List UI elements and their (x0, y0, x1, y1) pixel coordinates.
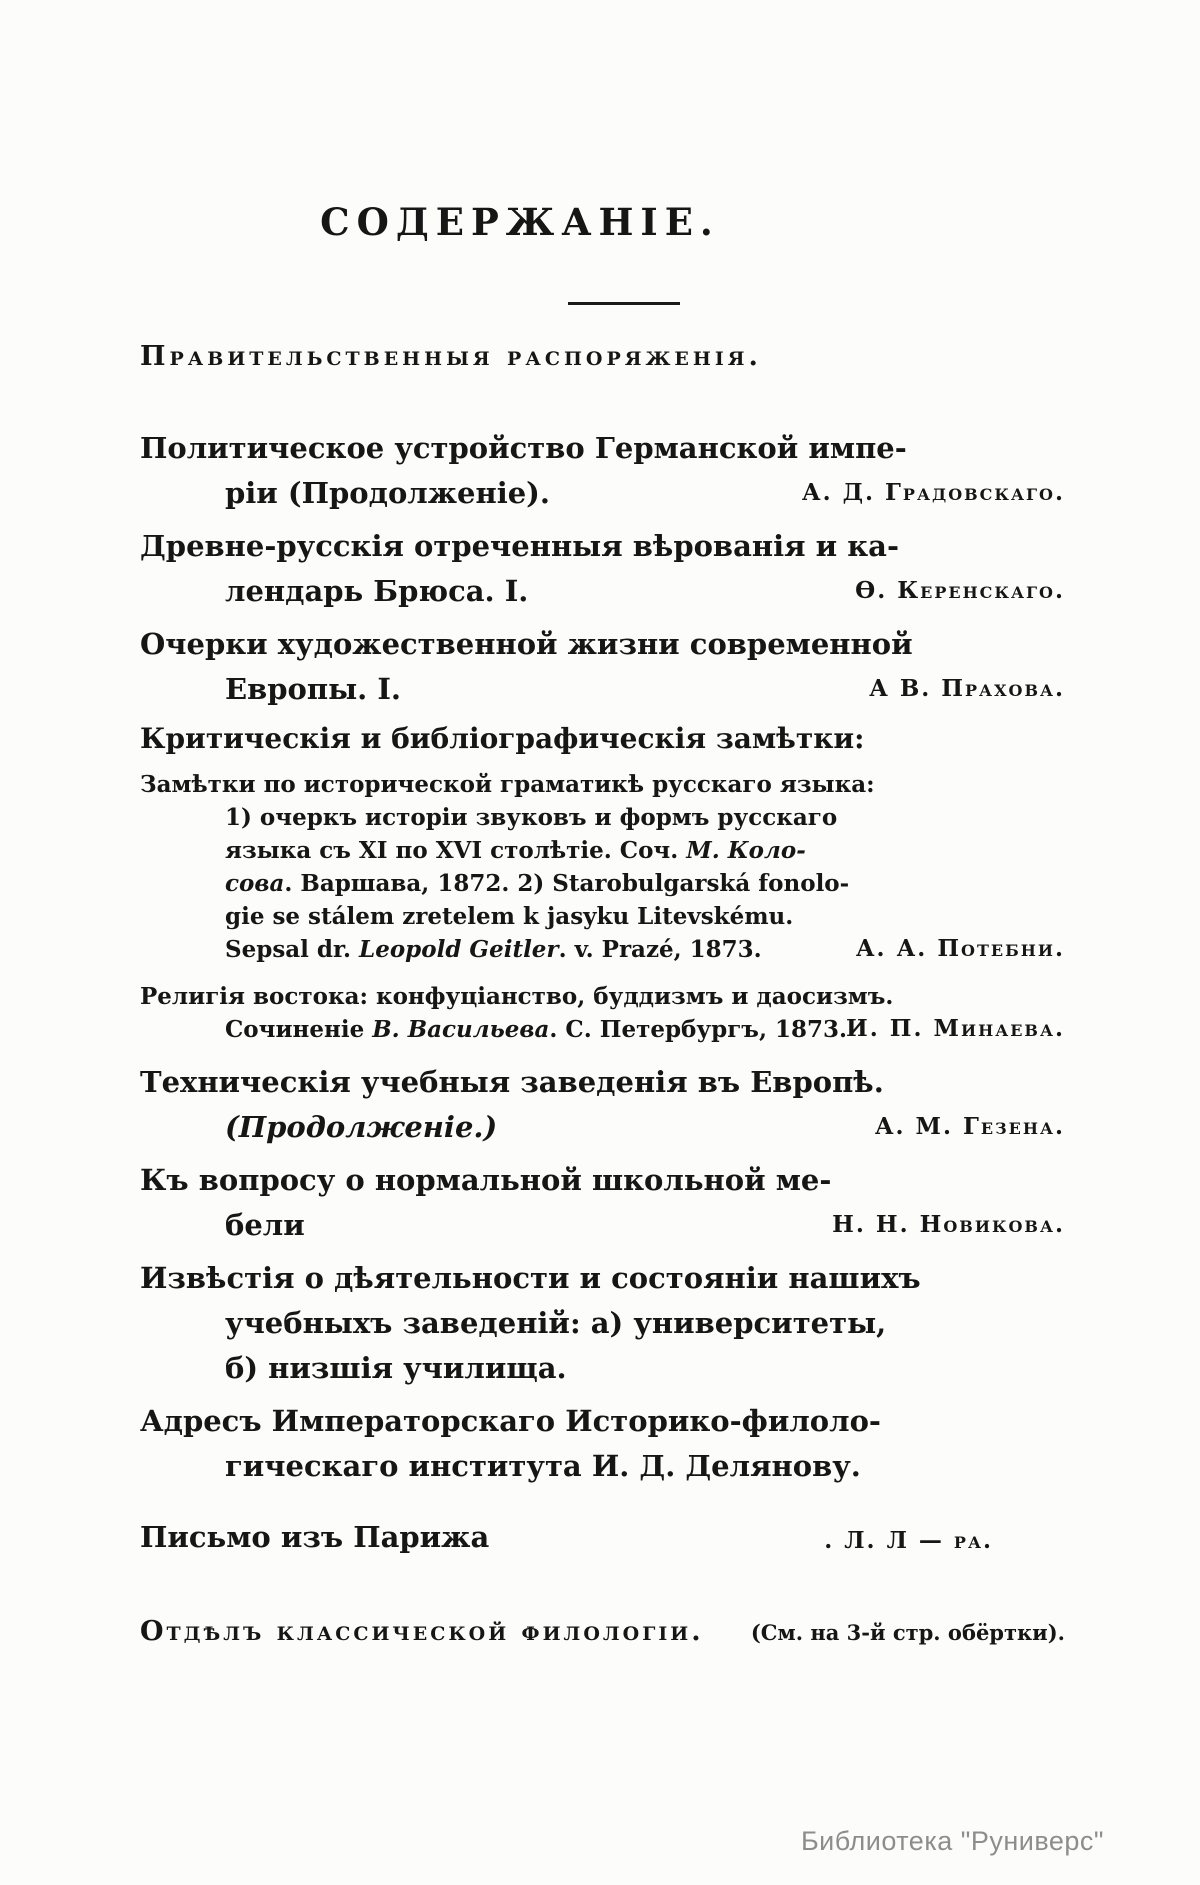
toc-entry-line (140, 834, 1065, 867)
bottom-section-note: (См. на 3-й стр. обёртки). (750, 1620, 1065, 1646)
toc-entry-text-italic: В. Васильева (372, 1016, 550, 1044)
toc-entry (140, 1060, 1065, 1150)
toc-entry-text: . Варшава, 1872. 2) Starobulgarská fonolo- (284, 870, 850, 898)
toc-entry-line (140, 426, 1065, 471)
toc-entry (140, 1515, 1065, 1560)
toc-entry-author: Ѳ. Керенскаго. (855, 577, 1065, 605)
section-header: Правительственныя распоряженія. (140, 341, 762, 373)
toc-entry-line (140, 900, 1065, 933)
toc-entry-line (140, 622, 1065, 667)
library-watermark: Библиотека "Руниверс" (800, 1826, 1104, 1856)
subsection-header: Критическія и библіографическія замѣтки: (140, 722, 865, 756)
toc-entry-line (140, 801, 1065, 834)
toc-entry-text: Европы. I. (225, 672, 402, 707)
toc-entry-text: бели (225, 1208, 305, 1243)
toc-entry-line (140, 1256, 1065, 1301)
toc-entry-line (140, 1399, 1065, 1444)
toc-entry-author: Н. Н. Новикова. (832, 1211, 1065, 1239)
toc-entry-text: gie se stálem zretelem k jasyku Litevskému. (225, 903, 794, 931)
bottom-section-title: Отдѣлъ классической филологіи. (140, 1616, 704, 1648)
toc-entry-text: гическаго института И. Д. Делянову. (225, 1449, 861, 1484)
toc-entry-text-italic: Leopold Geitler (359, 936, 559, 964)
toc-entry-author: А. А. Потебни. (855, 935, 1065, 963)
toc-entry-text: Къ вопросу о нормальной школьной ме- (140, 1163, 832, 1198)
toc-entry-line (140, 768, 1065, 801)
toc-entry-line (140, 1158, 1065, 1203)
toc-entry (140, 622, 1065, 712)
toc-entry-author: А. Д. Градовскаго. (801, 479, 1065, 507)
toc-entry (140, 524, 1065, 614)
toc-entry (140, 768, 1065, 966)
toc-entry-line (140, 524, 1065, 569)
toc-entry-text: 1) очеркъ исторіи звуковъ и формъ русскаго (225, 804, 838, 832)
toc-entry-line (140, 1444, 1065, 1489)
toc-entry-text: . v. Prazé, 1873. (558, 936, 762, 964)
toc-entry-author: А. М. Гезена. (874, 1113, 1065, 1141)
toc-entry-text-italic: сова (225, 870, 285, 898)
toc-entry-text: языка съ XI по XVI столѣтіе. Соч. (225, 837, 687, 865)
toc-entry-line (140, 1060, 1065, 1105)
toc-entry-text: Сочиненіе (225, 1016, 373, 1044)
toc-entry-text: Sepsal dr. (225, 936, 360, 964)
toc-entry (140, 1256, 1065, 1391)
toc-entry-text: Религія востока: конфуціанство, буддизмъ и даосизмъ. (140, 983, 894, 1011)
title-divider-rule (568, 302, 680, 305)
page-title: СОДЕРЖАНІЕ. (320, 200, 720, 244)
toc-entry-text: б) низшія училища. (225, 1351, 567, 1386)
toc-entry-text: Замѣтки по исторической граматикѣ русскаго языка: (140, 771, 875, 799)
toc-entry-text: Извѣстія о дѣятельности и состояніи нашихъ (140, 1261, 921, 1296)
toc-entry-text: учебныхъ заведеній: а) университеты, (225, 1306, 887, 1341)
toc-entry (140, 1158, 1065, 1248)
toc-entry-author: И. П. Минаева. (846, 1015, 1065, 1043)
toc-entry-text: Древне-русскія отреченныя вѣрованія и ка- (140, 529, 900, 564)
toc-entry-text: Очерки художественной жизни современной (140, 627, 913, 662)
toc-entry-text: Политическое устройство Германской импе- (140, 431, 907, 466)
toc-entry-lines (140, 1256, 1065, 1391)
toc-entry-text: Адресъ Императорскаго Историко-филоло- (140, 1404, 881, 1439)
toc-entry (140, 980, 1065, 1046)
toc-entry-text-italic: (Продолженіе.) (225, 1110, 498, 1145)
toc-entry (140, 426, 1065, 516)
toc-entry-text: лендарь Брюса. I. (225, 574, 529, 609)
toc-entry-text: ріи (Продолженіе). (225, 476, 550, 511)
toc-entry-line (140, 980, 1065, 1013)
toc-entry-lines (140, 1399, 1065, 1489)
toc-entry-author: А В. Прахова. (869, 675, 1065, 703)
toc-entry-author: . Л. Л — ра. (824, 1527, 993, 1555)
toc-entry-text: Техническія учебныя заведенія въ Европѣ. (140, 1065, 884, 1100)
toc-entry-line (140, 867, 1065, 900)
toc-entry-line (140, 1346, 1065, 1391)
toc-entry-text: Письмо изъ Парижа (140, 1520, 490, 1555)
toc-entry (140, 1399, 1065, 1489)
toc-entry-text: . С. Петербургъ, 1873. (549, 1016, 847, 1044)
toc-entry-line (140, 1301, 1065, 1346)
toc-entry-text-italic: М. Коло- (686, 837, 806, 865)
bottom-row (140, 1616, 1065, 1647)
toc-entries (140, 426, 1065, 1560)
